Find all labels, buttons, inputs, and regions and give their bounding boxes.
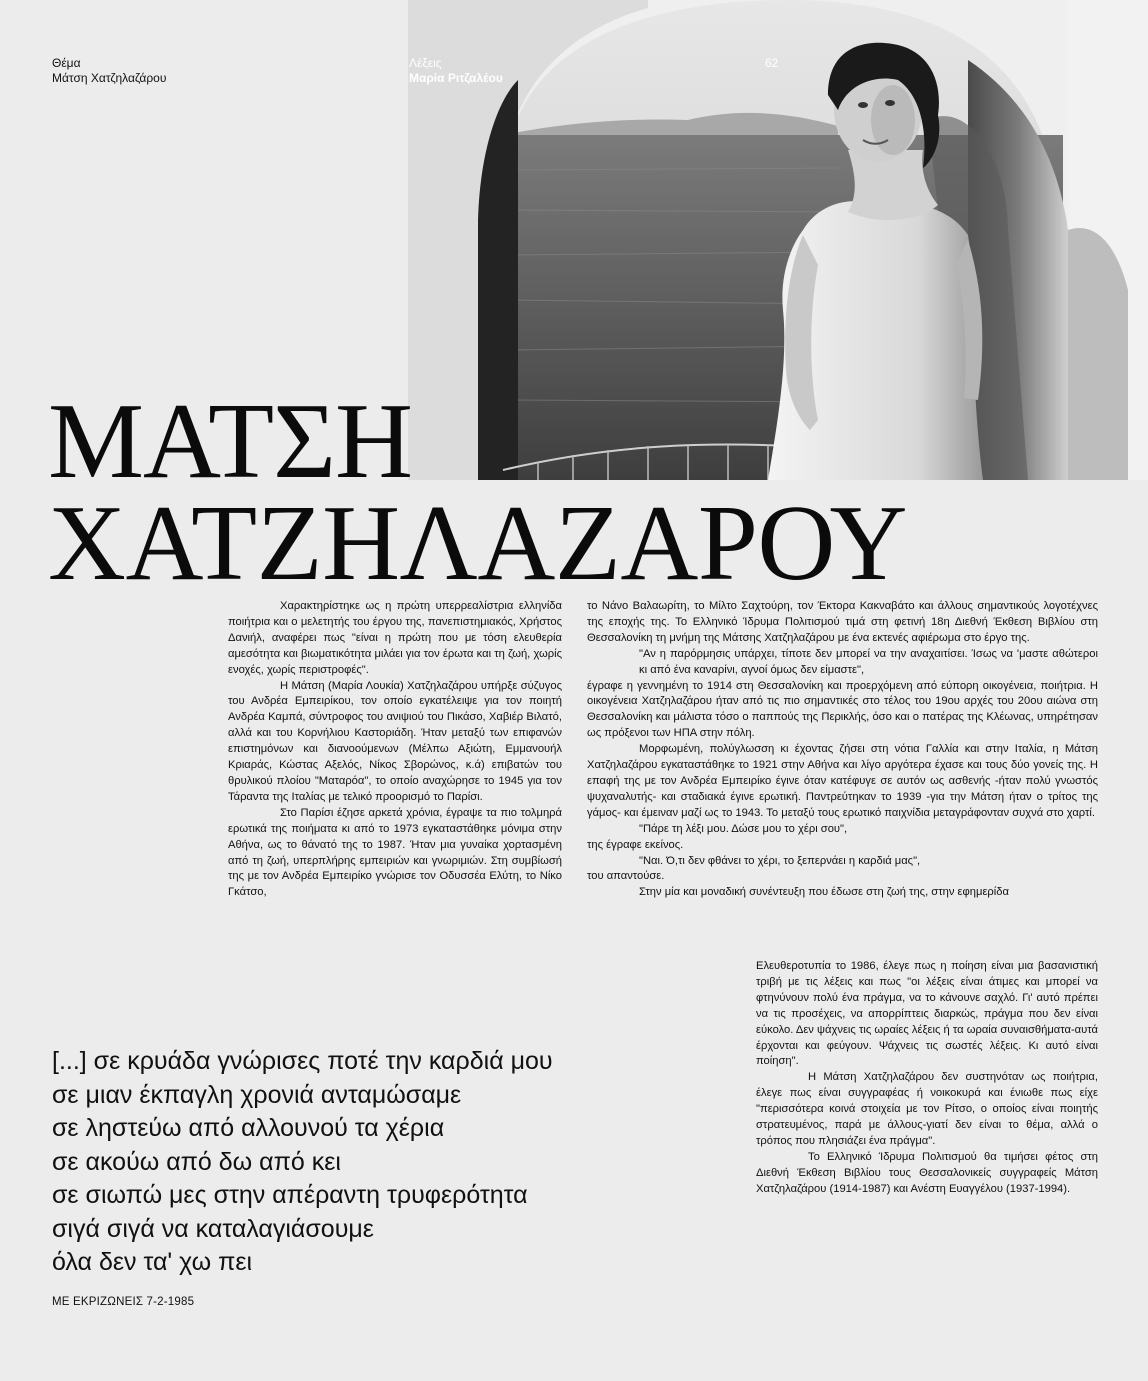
article-column-2 — [587, 599, 1098, 901]
paragraph: Ελευθεροτυπία το 1986, έλεγε πως η ποίηση είναι μια βασανιστική τριβή με τις λέξεις και πως "οι λέξεις είναι άτιμες και μπορεί να φτηνύνουν πολύ ένα πράγμα, να το κάνουνε σαχλό. Γι' αυτό πρέπει να τις προσέχεις, να απορρίπτεις διαρκώς, πράγμα που δεν είναι εύκολο. Δεν ψάχνεις τις ωραίες λέξεις ή τα ωραία συναισθήματα-αυτά έρχονται και φεύγουν. Ψάχνεις τις σωστές λέξεις. Κι αυτό είναι ποίηση". — [756, 960, 1098, 1068]
quote: "Ναι. Ό,τι δεν φθάνει το χέρι, το ξεπερνάει η καρδιά μας", — [639, 854, 921, 867]
page-number: 62 — [765, 56, 779, 70]
paragraph: Στην μία και μοναδική συνέντευξη που έδωσε στη ζωή της, στην εφημερίδα — [639, 886, 1009, 899]
column-label: Λέξεις — [409, 56, 442, 70]
paragraph: Στο Παρίσι έζησε αρκετά χρόνια, έγραψε τα πιο τολμηρά ερωτικά της ποιήματα κι από το 1973 εγκαταστάθηκε μόνιμα στην Αθήνα, ως το θάνατό της το 1987. Ήταν μια γυναίκα χορτασμένη από τη ζωή, υπερπλήρης εμπειριών και γνωριμιών. Στη συμβίωσή της με τον Ανδρέα Εμπειρίκο γνώρισε τον Οδυσσέα Ελύτη, το Νίκο Γκάτσο, — [228, 806, 562, 899]
section-header — [52, 56, 166, 86]
portrait-photo — [408, 0, 1148, 480]
paragraph: Η Μάτση Χατζηλαζάρου δεν συστηνόταν ως ποιήτρια, έλεγε πως είναι συγγραφέας ή νοικοκυρά και ένιωθε πως είχε "περισσότερα κοινά στοιχεία με τον Ρίτσο, ο οποίος είναι ποιητής στρατευμένος, παρά με άλλους-γιατί δεν είναι το θέμα, αλλά ο τρόπος που πλησιάζει ένα πράγμα". — [756, 1071, 1098, 1147]
byline — [409, 56, 503, 86]
poem-line: σε σιωπώ μες στην απέραντη τρυφερότητα — [52, 1181, 528, 1209]
poem-source: ΜΕ ΕΚΡΙΖΩΝΕΙΣ 7-2-1985 — [52, 1296, 195, 1308]
section-name: Μάτση Χατζηλαζάρου — [52, 71, 167, 85]
paragraph: Χαρακτηρίστηκε ως η πρώτη υπερρεαλίστρια ελληνίδα ποιήτρια και ο μελετητής του έργου της, πανεπιστημιακός, Χρήστος Δανιήλ, αναφέρει πως "είναι η πρώτη που με τόση ελευθερία αμεσότητα και βιωματικότητα μιλάει για τον έρωτα και τη ζωή, χωρίς ενοχές, χωρίς περιστροφές". — [228, 600, 562, 676]
paragraph: του απαντούσε. — [587, 870, 665, 883]
poem-line: όλα δεν τα' χω πει — [52, 1248, 253, 1276]
paragraph: της έγραφε εκείνος. — [587, 838, 684, 851]
paragraph: το Νάνο Βαλαωρίτη, το Μίλτο Σαχτούρη, τον Έκτορα Κακναβάτο και άλλους σημαντικούς λογοτέχνες της εποχής της. Το Ελληνικό Ίδρυμα Πολιτισμού τιμά στη φετινή 18η Διεθνή Έκθεση Βιβλίου στη Θεσσαλονίκη τη μνήμη της Μάτσης Χατζηλαζάρου με ένα εκτενές αφιέρωμα στο έργο της. — [587, 600, 1098, 644]
article-column-3 — [756, 959, 1098, 1198]
poem-line: σιγά σιγά να καταλαγιάσουμε — [52, 1214, 374, 1243]
title-line-2: ΧΑΤΖΗΛΑΖΑΡΟΥ — [48, 484, 908, 603]
portrait-photo-illustration — [408, 0, 1148, 480]
section-label: Θέμα — [52, 56, 81, 70]
poem-line: σε ληστεύω από αλλουνού τα χέρια — [52, 1114, 445, 1142]
poem-line: σε μιαν έκπαγλη χρονιά ανταμώσαμε — [52, 1080, 462, 1109]
paragraph: Η Μάτση (Μαρία Λουκία) Χατζηλαζάρου υπήρξε σύζυγος του Ανδρέα Εμπειρίκου, τον οποίο εγκατέλειψε για τον ποιητή Ανδρέα Καμπά, σύντροφος του ανιψιού του Πικάσο, Χαβιέρ Βιλατό, αλλά και του Κορνήλιου Καστοριάδη. Ήταν μεταξύ των επιφανών επιστημόνων και διανοούμενων (Μέλπω Αξιώτη, Εμμανουήλ Κριαράς, Κώστας Αξελός, Νίκος Σβορώνος, κ.ά) επιβατών του θρυλικού πλοίου "Ματαρόα", το οποίο αναχώρησε το 1945 για τον Τάραντα της Ιταλίας με τελικό προορισμό το Παρίσι. — [228, 679, 562, 803]
paragraph: Μορφωμένη, πολύγλωσση κι έχοντας ζήσει στη νότια Γαλλία και στην Ιταλία, η Μάτση Χατζηλαζάρου εγκαταστάθηκε το 1921 στην Αθήνα και λίγο αργότερα έχασε και τους δύο γονείς της. Η επαφή της με τον Ανδρέα Εμπειρίκο έγινε όταν κατέφυγε σε αυτόν ως ασθενής -ήταν πολύ γνωστός ψυχαναλυτής- και σταδιακά έγινε ερωτική. Παντρεύτηκαν το 1939 -για την Μάτση ήταν ο τρίτος της γάμος- και έμειναν μαζί ως το 1943. Το μεταξύ τους ερωτικό παιχνίδια μεταγράφονταν συχνά στο χαρτί. — [587, 743, 1098, 819]
quote: "Αν η παρόρμησις υπάρχει, τίποτε δεν μπορεί να την αναχαιτίσει. Ίσως να 'μαστε αθώτεροι κι από ένα καναρίνι, αγνοί όμως δεν είμαστε", — [639, 647, 1098, 676]
article-column-1 — [228, 599, 562, 901]
poem-line: σε ακούω από δω από κει — [52, 1147, 341, 1176]
quote: "Πάρε τη λέξι μου. Δώσε μου το χέρι σου", — [639, 822, 848, 835]
title-line-1: ΜΑΤΣΗ — [48, 382, 412, 501]
paragraph: Το Ελληνικό Ίδρυμα Πολιτισμού θα τιμήσει φέτος στη Διεθνή Έκθεση Βιβλίου τους Θεσσαλονικείς συγγραφείς Μάτση Χατζηλαζάρου (1914-1987) και Ανέστη Ευαγγέλου (1937-1994). — [756, 1150, 1098, 1195]
author-name: Μαρία Ριτζαλέου — [409, 71, 503, 85]
paragraph: έγραφε η γεννημένη το 1914 στη Θεσσαλονίκη και προερχόμενη από εύπορη οικογένεια, ποιήτρια. Η οικογένεια Χατζηλαζάρου ήταν από τις πιο σημαντικές στο τέλος του 19ου αρχές του 20ου αιώνα στη Θεσσαλονίκη και μάλιστα τόσο ο παππούς της Περικλής, όσο και ο πατέρας της Κλέωνας, υπηρέτησαν ως πρόξενοι των ΗΠΑ στην πόλη. — [587, 679, 1098, 740]
poem-excerpt — [52, 1045, 553, 1280]
poem-line: [...] σε κρυάδα γνώρισες ποτέ την καρδιά μου — [52, 1047, 553, 1075]
